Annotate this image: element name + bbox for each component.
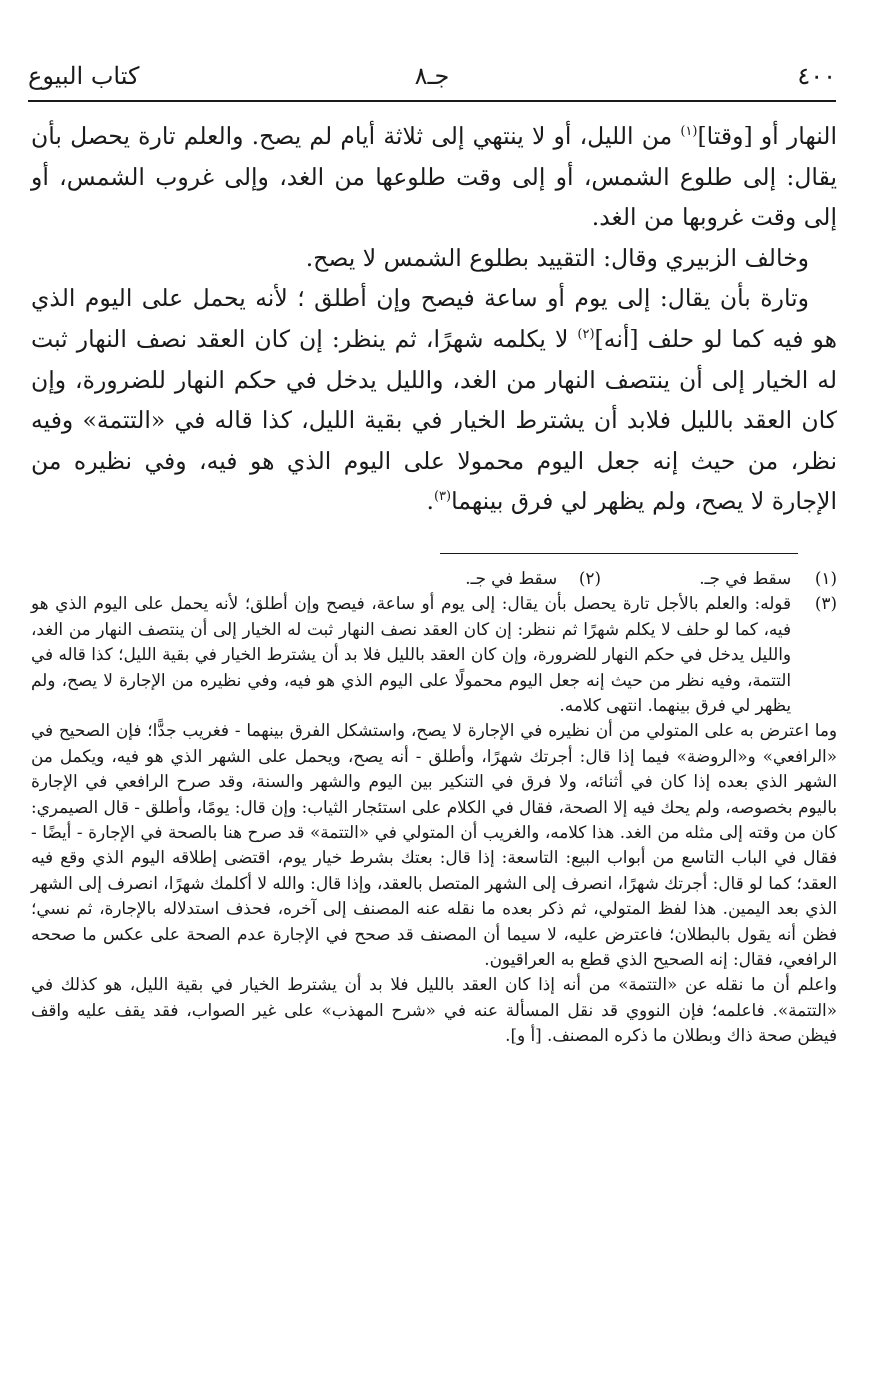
footnote-row (31, 591, 837, 718)
footnote-ref[interactable]: (٣) (433, 489, 452, 505)
paragraph: وتارة بأن يقال: إلى يوم أو ساعة فيصح وإن أطلق ؛ لأنه يحمل على اليوم الذي هو فيه كما لو حلف [أنه]$^{(٢)}$ لا يكلمه شهرًا، ثم ينظر: إن كان العقد نصف النهار ثبت له الخيار إلى أن ينتصف النهار من الغد، والليل يدخل في حكم النهار للضرورة، وإن كان العقد بالليل فلابد أن يشترط الخيار في بقية الليل، كذا قاله في «التتمة» وفيه نظر، من حيث إنه جعل اليوم محمولا على اليوم الذي هو فيه، وفي نظيره من الإجارة لا يصح، ولم يظهر لي فرق بينهما$^{(٣)}$. (31, 284, 837, 516)
footnote-ref[interactable]: (١) (680, 124, 698, 140)
footnote-separator (440, 553, 798, 554)
paragraph: النهار أو [وقتا]$^{(١)}$ من الليل، أو لا ينتهي إلى ثلاثة أيام لم يصح. والعلم تارة يحصل بأن يقال: إلى طلوع الشمس، أو إلى وقت طلوعها من الغد، وإلى غروب الشمس، أو إلى وقت غروبها من الغد. (31, 122, 837, 232)
footnote-number: (٣) (814, 593, 837, 614)
footnote-text: قوله: والعلم بالأجل تارة يحصل بأن يقال: إلى يوم أو ساعة، فيصح وإن أطلق؛ لأنه يحمل على اليوم الذي هو فيه، كما لو حلف لا يكلم شهرًا ثم ننظر: إن كان العقد نصف النهار ثبت له الخيار إلى أن ينتصف النهار من الغد، والليل يدخل في حكم النهار للضرورة، وإن كان العقد بالليل فلا بد أن يشترط الخيار في بقية الليل؛ كذا قاله في التتمة، وفيه نظر من حيث إنه جعل اليوم محمولًا على اليوم الذي هو فيه، وفي نظيره من الإجارة لا يصح، ولم يظهر لي فرق بينهما. انتهى كلامه. (31, 593, 791, 716)
volume-number: جـ٨ (414, 62, 450, 90)
running-header (28, 62, 836, 98)
main-text (31, 116, 837, 522)
footnotes (31, 566, 837, 1049)
footnote-text: سقط في جـ. (699, 568, 791, 588)
footnote-ref[interactable]: (٢) (577, 327, 595, 343)
footnote-paragraph: واعلم أن ما نقله عن «التتمة» من أنه إذا كان العقد بالليل فلا بد أن يشترط الخيار في بقية الليل، هو كذلك في «التتمة». فاعلمه؛ فإن النووي قد نقل المسألة عنه في «شرح المهذب» على غير الصواب، فقد يقف عليه واقف فيظن صحة ذاك وبطلان ما ذكره المصنف. [أ و]. (31, 974, 837, 1046)
page-number: ٤٠٠ (797, 62, 836, 90)
header-rule (28, 100, 836, 102)
footnote-number: (٢) (578, 568, 601, 588)
footnote-paragraph: وما اعترض به على المتولي من أن نظيره في الإجارة لا يصح، واستشكل الفرق بينهما - فغريب جدًّا؛ فإن الصحيح في «الرافعي» و«الروضة» فيما إذا قال: أجرتك شهرًا، وأطلق - أنه يصح، ويحمل على الشهر الذي هو فيه، ويكمل من الشهر الذي بعده إذا كان في أثنائه، ولا فرق في التنكير بين اليوم والشهر والسنة، وقد صرح الرافعي في الإجارة باليوم بخصوصه، ولم يحك فيه إلا الصحة، فقال في الكلام على استئجار الثياب: وإن قال: يومًا، وأطلق - قال الصيمري: كان من وقته إلى مثله من الغد. هذا كلامه، والغريب أن المتولي في «التتمة» قد صرح هنا بالصحة في الإجارة - أيضًا - فقال في الباب التاسع من أبواب البيع: التاسعة: إذا قال: بعتك بشرط خيار يوم، اقتضى إطلاقه اليوم الذي وقع فيه العقد؛ كما لو قال: أجرتك شهرًا، انصرف إلى الشهر المتصل بالعقد، وإذا قال: والله لا أكلمك شهرًا، انصرف إلى الشهر الذي بعد اليمين. هذا لفظ المتولي، ثم ذكر بعده ما نقله عنه المصنف إلى آخره، فحذف استدلاله بالإجارة، ثم نسي؛ فظن أنه يقول بالبطلان؛ فاعترض عليه، لا سيما أن المصنف قد صحح في الإجارة عدم الصحة على عكس ما صححه الرافعي، فقال: إنه الصحيح الذي قطع به العراقيون. (31, 720, 837, 970)
paragraph: وخالف الزبيري وقال: التقييد بطلوع الشمس لا يصح. (305, 243, 809, 272)
book-title: كتاب البيوع (28, 62, 140, 90)
footnote-row (31, 566, 837, 591)
footnote-number: (١) (814, 568, 837, 588)
footnote-text: سقط في جـ. (465, 568, 557, 588)
